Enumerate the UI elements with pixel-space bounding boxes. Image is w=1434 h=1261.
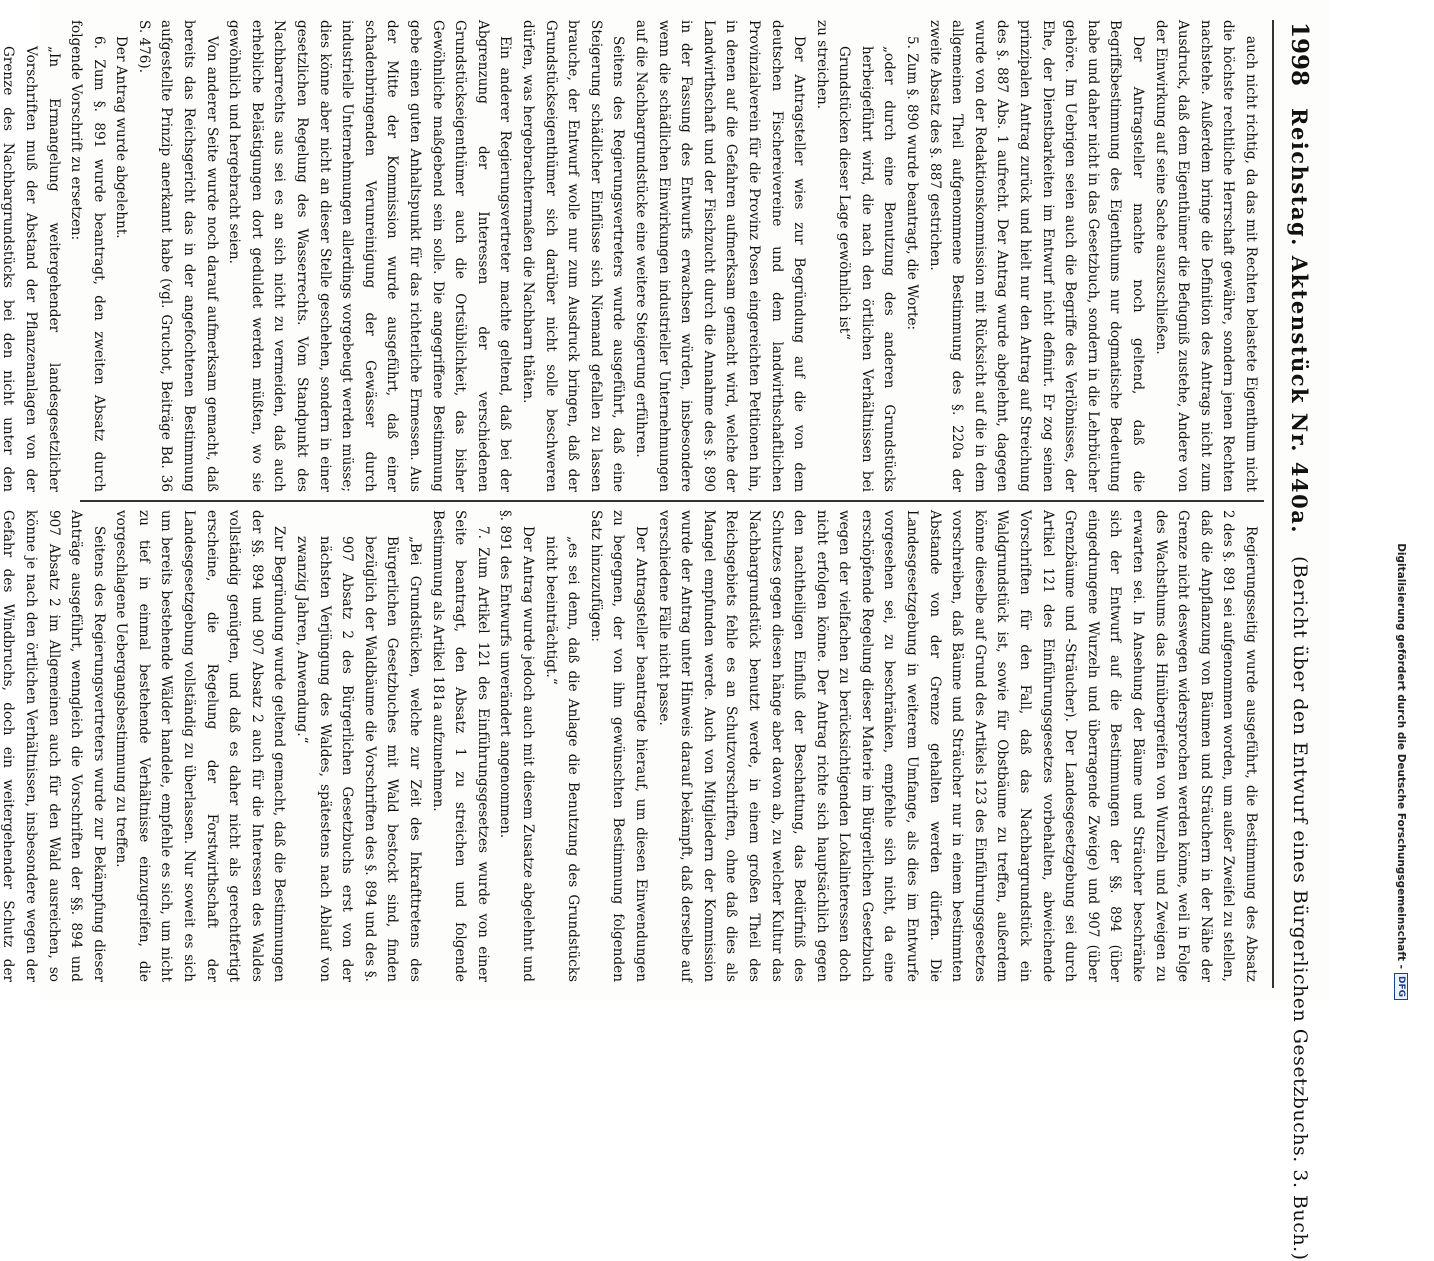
digitization-footer <box>1390 0 1412 1000</box>
quoted-text: „Bei Grundstücken, welche zur Zeit des Inkrafttretens des Bürgerlichen Gesetzbuches mit Wald bestockt sind, finden bezüglich der Waldbäume die Vorschriften des §. 894 und des §. 907 Absatz 2 des Bürgerlichen Gesetzbuchs erst von der nächsten Verjüngung des Waldes, spätestens nach Ablauf von zwanzig Jahren, Anwendung.“ <box>294 536 424 982</box>
paragraph: Seitens des Regierungsvertreters wurde ausgeführt, daß eine Steigerung schädlicher Einflüsse sich Niemand gefallen zu lassen brauche, der Entwurf wolle nur zum Ausdruck bringen, daß der Grundstückseigenthümer sich darüber nicht solle beschweren dürfen, was hergebrachtermaßen die Nachbarn thäten. <box>520 20 627 492</box>
paragraph: Der Antragsteller wies zur Begründung auf die von dem deutschen Fischereivereine und dem landwirthschaftlichen Provinzialverein für die Provinz Posen eingereichten Petitionen hin, in denen auf die Gefahren aufmerksam gemacht wird, welche der Landwirthschaft und der Fischzucht durch die Annahme des §. 890 in der Fassung des Entwurfs erwachsen würden, insbesondere wenn die schädlichen Einwirkungen industrieller Unternehmungen auf die Nachbargrundstücke eine weitere Steigerung erführen. <box>632 20 808 492</box>
paragraph: Der Antragsteller beantragte hierauf, um diesen Einwendungen zu begegnen, der von ihm gewünschten Bestimmung folgenden Satz hinzuzufügen: <box>587 510 649 982</box>
paragraph: Regierungsseitig wurde ausgeführt, die Bestimmung des Absatz 2 des §. 891 sei aufgenommen worden, um außer Zweifel zu stellen, daß die Anpflanzung von Bäumen und Sträuchern in der Nähe der Grenze nicht deswegen widersprochen werden könne, weil in Folge des Wachsthums das Hinübergreifen von Wurzeln und Zweigen zu erwarten sei. In Ansehung der Bäume und Sträucher beschränke sich der Entwurf auf die Bestimmungen der §§. 894 (über eingedrungene Wurzeln und überragende Zweige) und 907 (über Grenzbäume und -Sträucher). Der Landesgesetzgebung sei durch Artikel 121 des Einführungsgesetzes vorbehalten, abweichende Vorschriften für den Fall, daß das Nachbargrundstück ein Waldgrundstück ist, sowie für Obstbäume zu treffen, außerdem könne dieselbe auf Grund des Artikels 123 des Einführungsgesetzes vorschreiben, daß Bäume und Sträucher nur in einem bestimmten Abstande von der Grenze gehalten werden dürfen. Die Landesgesetzgebung in weiterem Umfange, als dies im Entwurfe vorgesehen sei, zu beschränken, empfehle sich nicht, da eine erschöpfende Regelung dieser Materie im Bürgerlichen Gesetzbuch wegen der vielfachen zu berücksichtigenden Lokalinteressen doch nicht erfolgen könne. Der Antrag richte sich hauptsächlich gegen den nachtheiligen Einfluß der Beschattung, das Bedürfniß des Schutzes gegen diesen hänge aber davon ab, zu welcher Kultur das Nachbargrundstück benutzt werde, in einem großen Theil des Reichsgebiets fehle es an Schutzvorschriften, ohne daß dies als Mangel empfunden werde. Auch von Mitgliedern der Kommission wurde der Antrag unter Hinweis darauf bekämpft, daß derselbe auf verschiedene Fälle nicht passe. <box>655 510 1259 982</box>
section-heading: 6. Zum §. 891 wurde beantragt, den zweiten Absatz durch folgende Vorschrift zu ersetzen: <box>68 20 107 492</box>
dfg-logo: DFG <box>1394 973 1408 1000</box>
section-heading: 5. Zum §. 890 wurde beantragt, die Worte: <box>904 36 921 331</box>
left-column <box>0 20 1262 492</box>
page-title: Reichstag. Aktenstück Nr. 440a. <box>1287 108 1313 535</box>
page-header <box>1278 22 1322 1261</box>
paragraph: Ein anderer Regierungsvertreter machte geltend, daß bei der Abgrenzung der Interessen der verschiedenen Grundstückseigenthümer auch die Ortsüblichkeit, das bisher Gewöhnliche maßgebend sein solle. Die angegriffene Bestimmung gebe einen guten Anhaltspunkt für das richterliche Ermessen. Aus der Mitte der Kommission wurde ausgeführt, daß einer schadenbringenden Verunreinigung der Gewässer durch industrielle Unternehmungen allerdings vorgebeugt werden müsse; dies könne aber nicht an dieser Stelle geschehen, sondern in einer gesetzlichen Regelung des Wasserrechts. Vom Standpunkt des Nachbarrechts aus sei es an sich nicht zu vermeiden, daß auch erhebliche Belästigungen dort geduldet werden müßten, wo sie gewöhnlich und hergebracht seien. <box>226 20 514 492</box>
paragraph: auch nicht richtig, da das mit Rechten belastete Eigenthum nicht die höchste rechtliche Herrschaft gewähre, sondern jenen Rechten nachstehe. Außerdem bringe die Definition des Antrags nicht zum Ausdruck, daß dem Eigenthümer die Befugniß zustehe, Andere von der Einwirkung auf seine Sache auszuschließen. <box>1152 20 1259 492</box>
header-rule <box>1272 20 1274 988</box>
quoted-text: „es sei denn, daß die Anlage die Benutzung des Grundstücks nicht beeinträchtigt.“ <box>542 536 582 982</box>
paragraph: Von anderer Seite wurde noch darauf aufmerksam gemacht, daß bereits das Reichsgericht das in der angefochtenen Bestimmung aufgestellte Prinzip anerkannt habe (vgl. Gruchot, Beiträge Bd. 36 S. 476). <box>135 20 220 492</box>
right-column <box>0 510 1262 982</box>
column-divider <box>80 500 1264 502</box>
paragraph: Der Antrag wurde jedoch auch mit diesem Zusatze abgelehnt und §. 891 des Entwurfs unverändert angenommen. <box>497 510 536 982</box>
paragraph: Der Antragsteller machte noch geltend, daß die Begriffsbestimmung des Eigenthums nur dogmatische Bedeutung habe und daher nicht in das Gesetzbuch, sondern in die Lehrbücher gehöre. Im Uebrigen seien auch die Begriffe des Verlöbnisses, der Ehe, der Dienstbarkeiten im Entwurf nicht definirt. Er zog seinen prinzipalen Antrag zurück und hielt nur den Antrag auf Streichung des §. 887 Abs. 1 aufrecht. Der Antrag wurde abgelehnt, dagegen wurde von der Redaktionskommission mit Rücksicht auf die in dem allgemeinen Theil aufgenommene Bestimmung des §. 220a der zweite Absatz des §. 887 gestrichen. <box>926 20 1147 492</box>
quoted-text: „oder durch eine Benutzung des anderen Grundstücks herbeigeführt wird, die nach den örtlichen Verhältnissen bei Grundstücken dieser Lage gewöhnlich ist“ <box>836 46 898 492</box>
paragraph: Zur Begründung wurde geltend gemacht, daß die Bestimmungen der §§. 894 und 907 Absatz 2 auch für die Interessen des Waldes vollständig genügten, und daß es daher nicht als gerechtfertigt erscheine, die Regelung der Forstwirthschaft der Landesgesetzgebung vollständig zu überlassen. Nur soweit es sich um bereits bestehende Wälder handele, empfehle es sich, um nicht zu tief in einmal bestehende Verhältnisse einzugreifen, die vorgeschlagene Uebergangsbestimmung zu treffen. <box>113 510 288 982</box>
paragraph: Seitens des Regierungsvertreters wurde zur Bekämpfung dieser Anträge ausgeführt, wenngleich die Vorschriften der §§. 894 und 907 Absatz 2 im Allgemeinen auch für den Wald ausreichen, so könne je nach den örtlichen Verhältnissen, insbesondere wegen der Gefahr des Windbruchs, doch ein weitergehender Schutz der <box>0 510 107 982</box>
paragraph: Der Antrag wurde abgelehnt. <box>113 36 130 239</box>
paragraph: zu streichen. <box>813 20 830 110</box>
page-subtitle: (Bericht über den Entwurf eines Bürgerlichen Gesetzbuchs. 3. Buch.) <box>1289 556 1311 1261</box>
footer-text: Digitalisierung gefördert durch die Deutsche Forschungsgemeinschaft - <box>1395 543 1407 969</box>
page-number: 1998 <box>1286 22 1314 87</box>
quoted-text: „In Ermangelung weitergehender landesgesetzlicher Vorschriften muß der Abstand der Pflanzenanlagen von der Grenze des Nachbargrundstücks bei den nicht unter den <box>0 46 62 492</box>
section-heading: 7. Zum Artikel 121 des Einführungsgesetzes wurde von einer Seite beantragt, den Absatz 1 zu streichen und folgende Bestimmung als Artikel 181a aufzunehmen. <box>429 510 491 982</box>
